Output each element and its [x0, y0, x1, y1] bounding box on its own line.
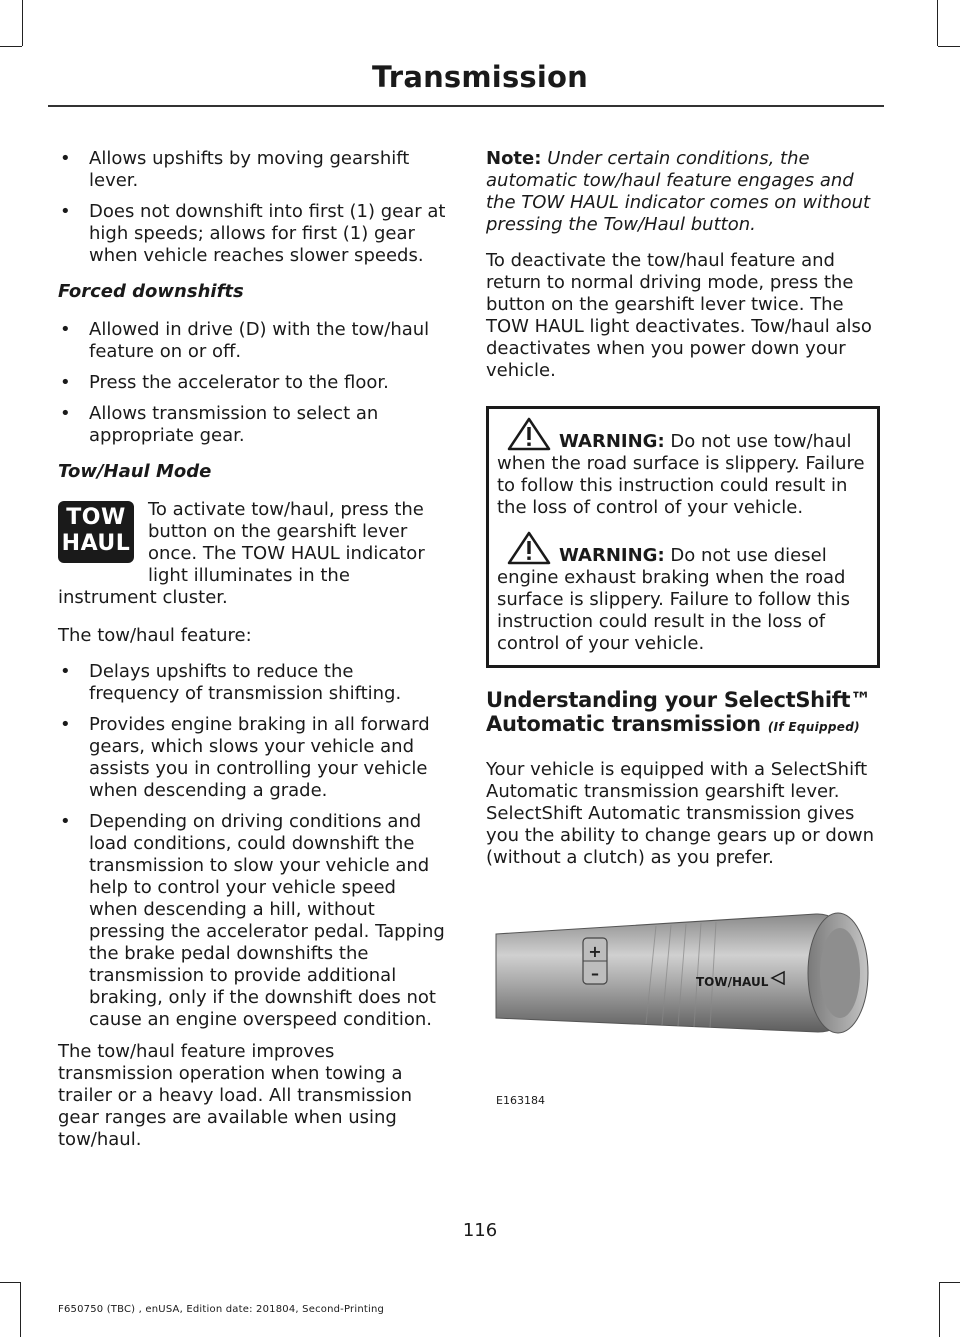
warning-box: [486, 406, 880, 668]
tow-haul-intro: [58, 499, 448, 609]
tow-haul-button-label: TOW/HAUL: [696, 975, 769, 989]
selectshift-paragraph: Your vehicle is equipped with a SelectShift Automatic transmission gearshift lever. SelectShift Automatic transmission gives you the ability to change gears up or down (without a clutch) as you prefer.: [486, 759, 874, 868]
warning-triangle-icon: [507, 531, 551, 565]
list-item: • Delays upshifts to reduce the frequency of transmission shifting.: [60, 661, 402, 704]
tow-haul-mode-heading: Tow/Haul Mode: [58, 461, 212, 482]
crop-mark: [940, 1282, 960, 1283]
edition-footer: F650750 (TBC) , enUSA, Edition date: 201804, Second-Printing: [58, 1304, 385, 1315]
note-label: Note:: [486, 148, 542, 169]
crop-mark: [0, 1282, 20, 1283]
figure-code: E163184: [496, 1094, 545, 1107]
warning-item: [497, 531, 869, 655]
list-item: • Allowed in drive (D) with the tow/haul feature on or off.: [60, 319, 430, 362]
crop-mark: [937, 0, 938, 46]
left-column: [58, 148, 448, 1165]
gearshift-lever-figure: [486, 896, 880, 1116]
section-heading: Understanding your SelectShift™ Automatic transmission (If Equipped): [486, 688, 871, 736]
tow-haul-paragraph: To activate tow/haul, press the button on the gearshift lever once. The TOW HAUL indicator light illuminates in the instrument cluster.: [58, 499, 425, 608]
list-item: • Allows upshifts by moving gearshift lever.: [60, 148, 410, 191]
warning-label: WARNING:: [559, 545, 665, 566]
crop-mark: [939, 1282, 940, 1337]
closing-paragraph: The tow/haul feature improves transmission operation when towing a trailer or a heavy load. All transmission gear ranges are available when using tow/haul.: [58, 1041, 413, 1150]
plus-label: +: [588, 942, 602, 961]
warning-text: Do not use diesel engine exhaust braking when the road surface is slippery. Failure to follow this instruction could result in the loss of control of your vehicle.: [497, 545, 850, 654]
list-item: • Provides engine braking in all forward gears, which slows your vehicle and assists you in controlling your vehicle when descending a grade.: [60, 714, 430, 801]
list-item: • Press the accelerator to the floor.: [60, 372, 389, 393]
tow-haul-icon: TOW HAUL: [58, 501, 134, 563]
note-text: Under certain conditions, the automatic tow/haul feature engages and the TOW HAUL indicator comes on without pressing the Tow/Haul button.: [486, 148, 871, 235]
feature-bullet-list: [58, 661, 448, 1031]
warning-text: Do not use tow/haul when the road surface is slippery. Failure to follow this instruction could result in the loss of control of your vehicle.: [497, 431, 865, 518]
list-item: • Allows transmission to select an appropriate gear.: [60, 403, 379, 446]
right-column: [486, 148, 880, 883]
intro-bullet-list: [58, 148, 448, 267]
warning-triangle-icon: [507, 417, 551, 451]
crop-mark: [22, 0, 23, 46]
list-item: • Depending on driving conditions and load conditions, could downshift the transmission to slow your vehicle and help to control your vehicle speed when descending a hill, without pressing the accelerator pedal. Tapping the brake pedal downshifts the transmission to provide additional braking, only if the downshift does not cause an engine overspeed condition.: [60, 811, 445, 1030]
gearshift-lever-illustration: [486, 896, 880, 1096]
deactivate-paragraph: To deactivate the tow/haul feature and return to normal driving mode, press the button on the gearshift lever twice. The TOW HAUL light deactivates. Tow/haul also deactivates when you power down your vehicle.: [486, 250, 872, 381]
forced-bullet-list: [58, 319, 448, 447]
feature-intro: The tow/haul feature:: [58, 625, 252, 646]
crop-mark: [938, 46, 960, 47]
page-number: 116: [462, 1220, 498, 1241]
list-item: • Does not downshift into first (1) gear at high speeds; allows for first (1) gear when vehicle reaches slower speeds.: [60, 201, 446, 266]
crop-mark: [0, 46, 22, 47]
note: [486, 148, 880, 236]
warning-item: [497, 417, 869, 519]
header-divider: [48, 105, 884, 107]
crop-mark: [20, 1282, 21, 1337]
page-title: Transmission: [372, 60, 588, 94]
forced-downshifts-heading: Forced downshifts: [58, 281, 244, 302]
warning-label: WARNING:: [559, 431, 665, 452]
if-equipped-qualifier: (If Equipped): [767, 720, 860, 734]
minus-label: –: [591, 964, 599, 983]
